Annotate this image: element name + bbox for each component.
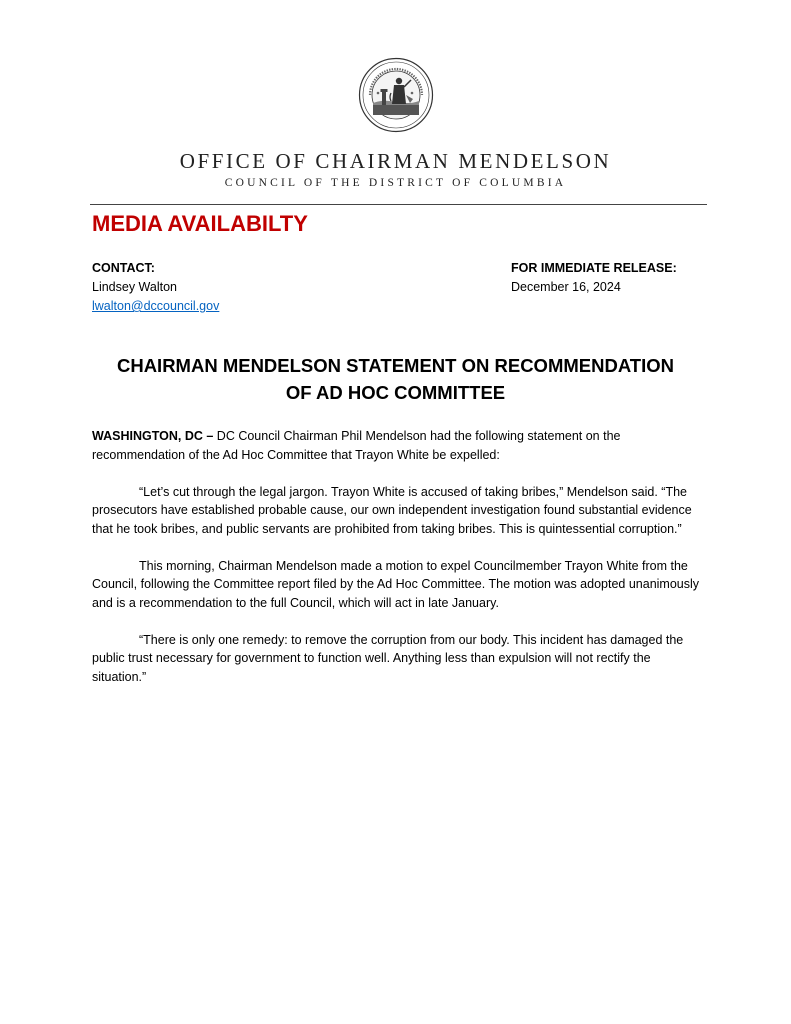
press-release-headline [80, 352, 711, 406]
header-divider [90, 204, 707, 205]
council-subtitle: COUNCIL OF THE DISTRICT OF COLUMBIA [224, 177, 567, 189]
release-label: FOR IMMEDIATE RELEASE: [511, 261, 677, 275]
statement-paragraph-1: “Let’s cut through the legal jargon. Trayon White is accused of taking bribes,” Mendelson said. “The prosecutors have established probable cause, our own independent investigation found substantial evidence that he took bribes, and public servants are prohibited from taking bribes. This is quintessential corruption.” [92, 484, 692, 536]
dateline: WASHINGTON, DC – [92, 429, 214, 443]
headline-line-2: OF AD HOC COMMITTEE [285, 382, 506, 403]
media-availability-heading: MEDIA AVAILABILTY [92, 211, 308, 236]
release-date: December 16, 2024 [511, 280, 621, 294]
intro-paragraph [92, 427, 704, 464]
press-release-body [92, 427, 704, 705]
headline-line-1: CHAIRMAN MENDELSON STATEMENT ON RECOMMENDATION [116, 355, 675, 376]
contact-email-link[interactable]: lwalton@dccouncil.gov [92, 299, 220, 313]
contact-name: Lindsey Walton [92, 280, 177, 294]
release-block [511, 259, 677, 297]
contact-block [92, 259, 219, 316]
statement-paragraph-3: “There is only one remedy: to remove the corruption from our body. This incident has damaged the public trust necessary for government to function well. Anything less than expulsion will not rectify the situation.” [92, 632, 684, 684]
intro-text: DC Council Chairman Phil Mendelson had the following statement on the recommendation of the Ad Hoc Committee that Trayon White be expelled: [92, 429, 621, 462]
office-title: OFFICE OF CHAIRMAN MENDELSON [179, 149, 612, 173]
contact-label: CONTACT: [92, 261, 155, 275]
statement-paragraph-2: This morning, Chairman Mendelson made a motion to expel Councilmember Trayon White from the Council, following the Committee report filed by the Ad Hoc Committee. The motion was adopted unanimously and is a recommendation to the full Council, which will act in late January. [92, 558, 700, 610]
district-of-columbia-seal [358, 57, 434, 133]
